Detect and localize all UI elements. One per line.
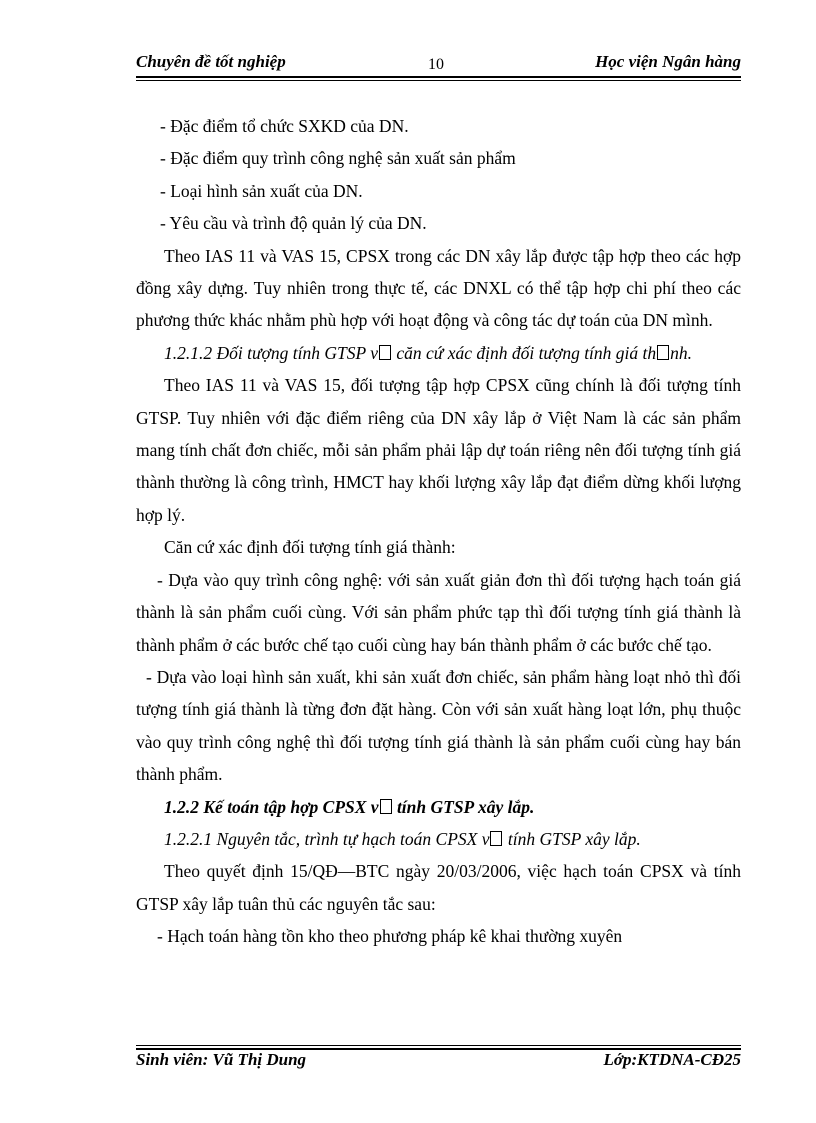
page-number: 10: [428, 56, 444, 73]
bullet-item: - Loại hình sản xuất của DN.: [160, 180, 363, 201]
bullet-item: - Đặc điểm quy trình công nghệ sản xuất sản phẩm: [160, 148, 516, 169]
header-rule-thin: [136, 80, 741, 81]
bullet-item: - Yêu cầu và trình độ quản lý của DN.: [160, 213, 427, 234]
heading-text: tính GTSP xây lắp.: [503, 828, 641, 849]
heading-text: 1.2.1.2 Đối tượng tính GTSP v: [164, 342, 378, 363]
heading-text: nh.: [670, 342, 693, 363]
missing-glyph-box: [490, 831, 502, 846]
missing-glyph-box: [379, 345, 391, 360]
section-heading-122: [136, 791, 741, 823]
heading-text: 1.2.2.1 Nguyên tắc, trình tự hạch toán CPSX v: [164, 828, 490, 849]
paragraph: Theo IAS 11 và VAS 15, CPSX trong các DN xây lắp được tập hợp theo các hợp đồng xây dựng. Tuy nhiên trong thực tế, các DNXL có thể tập hợp chi phí theo các phương thức khác nhằm phù hợp với hoạt động và công tác dự toán của DN mình.: [136, 245, 741, 331]
header-rule: [136, 76, 741, 78]
missing-glyph-box: [380, 799, 392, 814]
header-right-title: Học viện Ngân hàng: [595, 52, 741, 71]
header-left-title: Chuyên đề tốt nghiệp: [136, 52, 286, 71]
footer-student: Sinh viên: Vũ Thị Dung: [136, 1050, 307, 1069]
footer-class: Lớp:KTDNA-CĐ25: [603, 1050, 741, 1069]
bullet-item: - Đặc điểm tổ chức SXKD của DN.: [160, 116, 409, 136]
paragraph: Theo IAS 11 và VAS 15, đối tượng tập hợp CPSX cũng chính là đối tượng tính GTSP. Tuy nhiên với đặc điểm riêng của DN xây lắp ở Việt Nam là các sản phẩm mang tính chất đơn chiếc, mỗi sản phẩm phải lập dự toán riêng nên đối tượng tính giá thành thường là công trình, HMCT hay khối lượng xây lắp đạt điểm dừng khối lượng hợp lý.: [136, 375, 741, 525]
missing-glyph-box: [657, 345, 669, 360]
paragraph: - Hạch toán hàng tồn kho theo phương pháp kê khai thường xuyên: [157, 926, 623, 947]
heading-text: 1.2.2 Kế toán tập hợp CPSX v: [164, 796, 379, 817]
document-body: [136, 110, 741, 953]
section-heading-1212: [136, 337, 741, 369]
paragraph: - Dựa vào loại hình sản xuất, khi sản xuất đơn chiếc, sản phẩm hàng loạt nhỏ thì đối tượng tính giá thành là từng đơn đặt hàng. Còn với sản xuất hàng loạt lớn, phụ thuộc vào quy trình công nghệ thì đối tượng tính giá thành là sản phẩm cuối cùng hay bán thành phẩm.: [136, 666, 741, 785]
heading-text: tính GTSP xây lắp.: [392, 796, 535, 817]
footer-rule: [136, 1045, 741, 1046]
heading-text: căn cứ xác định đối tượng tính giá th: [391, 342, 657, 363]
paragraph: - Dựa vào quy trình công nghệ: với sản xuất giản đơn thì đối tượng hạch toán giá thành là sản phẩm cuối cùng. Với sản phẩm phức tạp thì đối tượng tính giá thành là thành phẩm ở các bước chế tạo cuối cùng hay bán thành phẩm ở các bước chế tạo.: [136, 569, 741, 655]
paragraph: Căn cứ xác định đối tượng tính giá thành:: [164, 537, 456, 558]
section-heading-1221: [136, 823, 741, 855]
page-header: [136, 50, 741, 78]
paragraph: Theo quyết định 15/QĐ—BTC ngày 20/03/2006, việc hạch toán CPSX và tính GTSP xây lắp tuân thủ các nguyên tắc sau:: [136, 861, 741, 914]
